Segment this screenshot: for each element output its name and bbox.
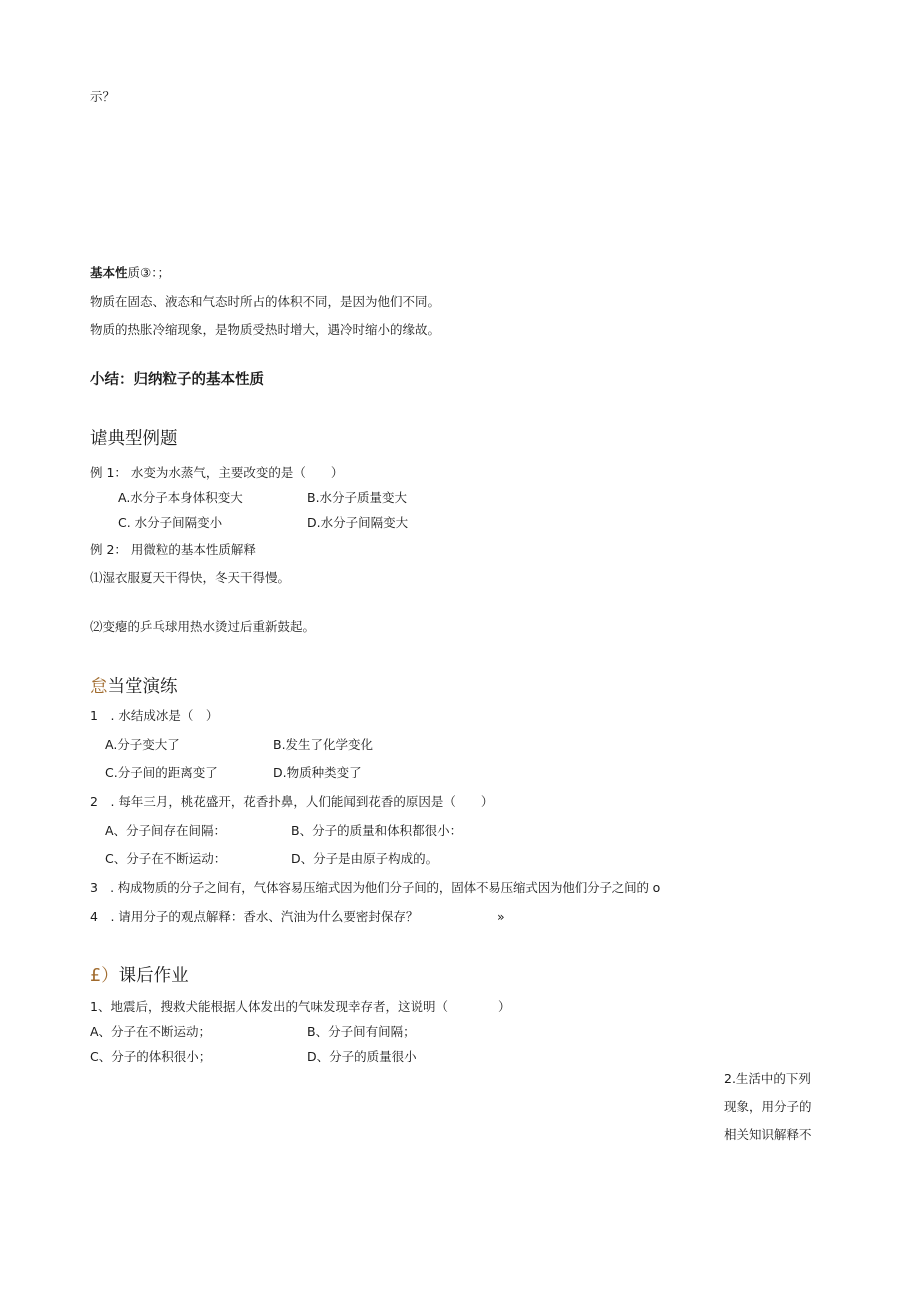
example2-q1: ⑴湿衣服夏天干得快，冬天干得慢。	[90, 570, 291, 585]
homework-q2-line: 现象，用分子的	[724, 1099, 812, 1114]
homework-heading	[90, 965, 189, 987]
example2-stem: 例 2： 用微粒的基本性质解释	[90, 542, 256, 557]
example1-option-a: A.水分子本身体积变大	[118, 490, 243, 505]
homework-q1-option-a: A、分子在不断运动；	[90, 1024, 212, 1039]
practice-q1-option-b: B.发生了化学变化	[273, 737, 374, 752]
example2-q2: ⑵变瘪的乒乓球用热水烫过后重新鼓起。	[90, 619, 316, 634]
practice-q2-stem: 2 . 每年三月，桃花盛开，花香扑鼻，人们能闻到花香的原因是（ ）	[90, 794, 494, 809]
homework-q2-line: 2.生活中的下列	[724, 1071, 811, 1086]
practice-q4: 4 . 请用分子的观点解释：香水、汽油为什么要密封保存？	[90, 909, 419, 924]
practice-q2-option-a: A、分子间存在间隔：	[105, 823, 227, 838]
property3-label-rest: 质③：；	[127, 265, 170, 280]
property3-label-bold: 基本性	[90, 265, 128, 280]
examples-heading: 谑典型例题	[90, 429, 178, 449]
homework-heading-icon: £）	[90, 966, 119, 986]
practice-q2-option-b: B、分子的质量和体积都很小：	[291, 823, 463, 838]
practice-heading	[90, 676, 178, 698]
property3-line2: 物质的热胀冷缩现象，是物质受热时增大，遇冷时缩小的缘故。	[90, 322, 441, 337]
homework-q1-option-b: B、分子间有间隔；	[307, 1024, 416, 1039]
practice-q2-option-d: D、分子是由原子构成的。	[291, 851, 439, 866]
practice-q1-option-c: C.分子间的距离变了	[105, 765, 218, 780]
practice-q3: 3 . 构成物质的分子之间有，气体容易压缩式因为他们分子间的，固体不易压缩式因为他们分子之间的 o	[90, 880, 661, 895]
example1-option-c: C. 水分子间隔变小	[118, 515, 223, 530]
example1-stem: 例 1： 水变为水蒸气，主要改变的是（ ）	[90, 465, 344, 480]
practice-q1-option-d: D.物质种类变了	[273, 765, 362, 780]
practice-q4-mark: »	[497, 909, 505, 924]
example1-option-d: D.水分子间隔变大	[307, 515, 409, 530]
practice-heading-icon: 怠	[90, 677, 108, 697]
practice-heading-text: 当堂演练	[107, 677, 178, 697]
practice-q1-option-a: A.分子变大了	[105, 737, 180, 752]
practice-q1-stem: 1 . 水结成冰是（ ）	[90, 708, 219, 723]
homework-q1-stem: 1、地震后，搜救犬能根据人体发出的气味发现幸存者，这说明（ ）	[90, 999, 511, 1014]
homework-heading-text: 课后作业	[118, 966, 189, 986]
example1-option-b: B.水分子质量变大	[307, 490, 408, 505]
property3-line1: 物质在固态、液态和气态时所占的体积不同，是因为他们不同。	[90, 294, 441, 309]
homework-q2-line: 相关知识解释不	[724, 1127, 812, 1142]
summary-heading: 小结：归纳粒子的基本性质	[90, 372, 264, 388]
homework-q1-option-d: D、分子的质量很小	[307, 1049, 417, 1064]
top-fragment: 示？	[90, 89, 116, 104]
property3-label	[90, 265, 170, 281]
homework-q1-option-c: C、分子的体积很小；	[90, 1049, 212, 1064]
practice-q2-option-c: C、分子在不断运动：	[105, 851, 227, 866]
